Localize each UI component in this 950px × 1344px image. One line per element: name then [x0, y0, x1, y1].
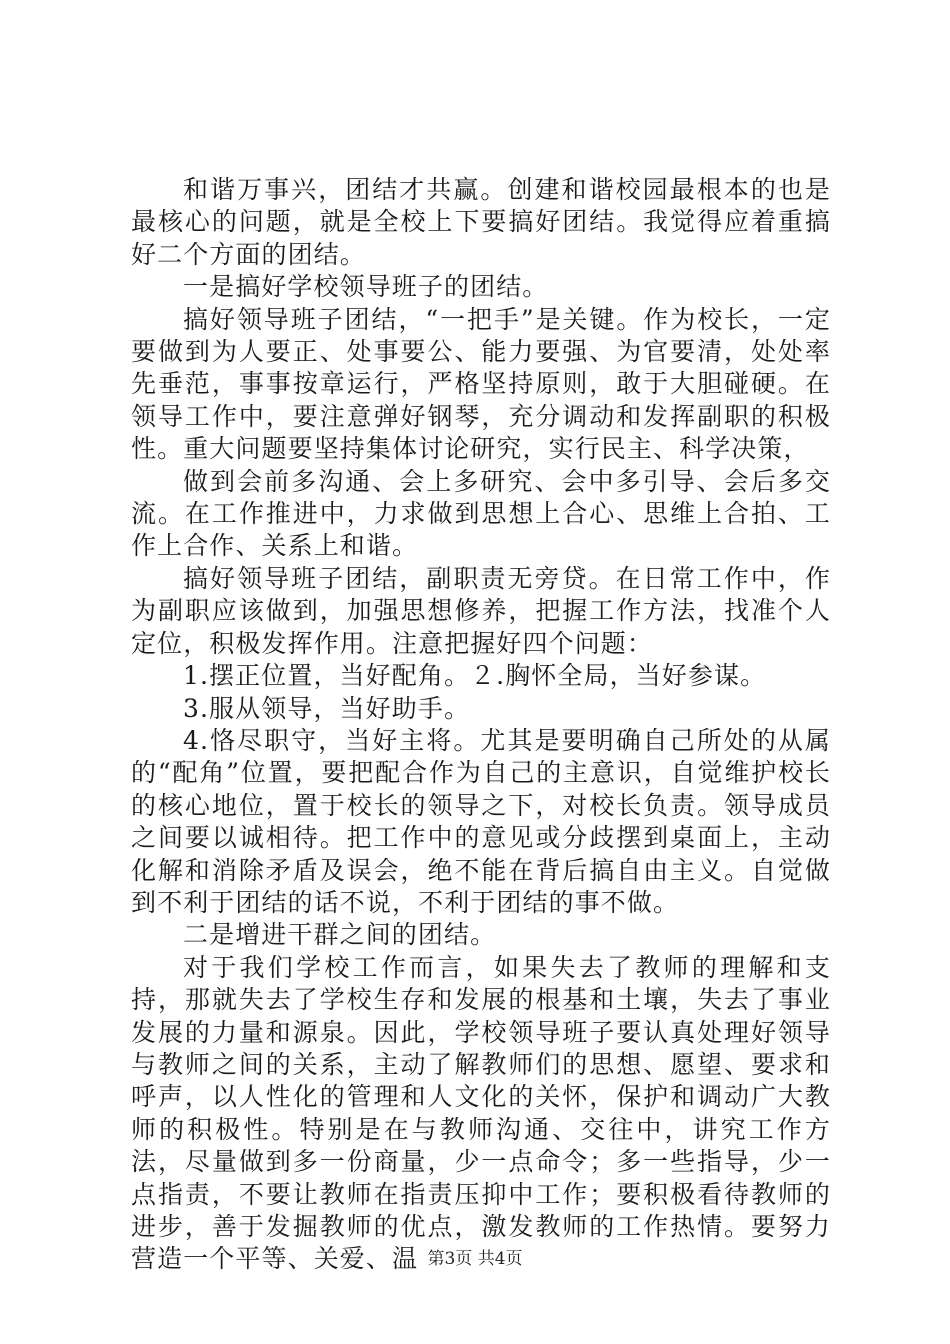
paragraph-8: 4.恪尽职守，当好主将。尤其是要明确自己所处的从属的“配角”位置，要把配合作为自己的主意识，自觉维护校长的核心地位，置于校长的领导之下，对校长负责。领导成员之间要以诚相待。把工作中的意见或分歧摆到桌面上，主动化解和消除矛盾及误会，绝不能在背后搞自由主义。自觉做到不利于团结的话不说，不利于团结的事不做。 — [131, 725, 831, 917]
paragraph-1: 和谐万事兴，团结才共赢。创建和谐校园最根本的也是最核心的问题，就是全校上下要搞好团结。我觉得应着重搞好二个方面的团结。 — [131, 175, 831, 269]
paragraph-5: 搞好领导班子团结，副职责无旁贷。在日常工作中，作为副职应该做到，加强思想修养，把握工作方法，找准个人定位，积极发挥作用。注意把握好四个问题： — [131, 563, 831, 658]
paragraph-2: 一是搞好学校领导班子的团结。 — [183, 272, 549, 302]
paragraph-9: 二是增进干群之间的团结。 — [183, 920, 497, 950]
paragraph-6: 1.摆正位置，当好配角。２.胸怀全局，当好参谋。 — [183, 661, 767, 691]
paragraph-4: 做到会前多沟通、会上多研究、会中多引导、会后多交流。在工作推进中，力求做到思想上合心、思维上合拍、工作上合作、关系上和谐。 — [131, 466, 831, 561]
document-body — [131, 174, 831, 1276]
page-number-footer: 第3页 共4页 — [427, 1249, 523, 1269]
paragraph-7: 3.服从领导，当好助手。 — [183, 693, 471, 723]
paragraph-10: 对于我们学校工作而言，如果失去了教师的理解和支持，那就失去了学校生存和发展的根基和土壤，失去了事业发展的力量和源泉。因此，学校领导班子要认真处理好领导与教师之间的关系，主动了解教师们的思想、愿望、要求和呼声，以人性化的管理和人文化的关怀，保护和调动广大教师的积极性。特别是在与教师沟通、交往中，讲究工作方法，尽量做到多一份商量，少一点命令；多一些指导，少一点指责，不要让教师在指责压抑中工作；要积极看待教师的进步，善于发掘教师的优点，激发教师的工作热情。要努力营造一个平等、关爱、温 — [131, 952, 831, 1274]
paragraph-3: 搞好领导班子团结，“一把手”是关键。作为校长，一定要做到为人要正、处事要公、能力要强、为官要清，处处率先垂范，事事按章运行，严格坚持原则，敢于大胆碰硬。在领导工作中，要注意弹好钢琴，充分调动和发挥副职的积极性。重大问题要坚持集体讨论研究，实行民主、科学决策， — [131, 304, 831, 464]
